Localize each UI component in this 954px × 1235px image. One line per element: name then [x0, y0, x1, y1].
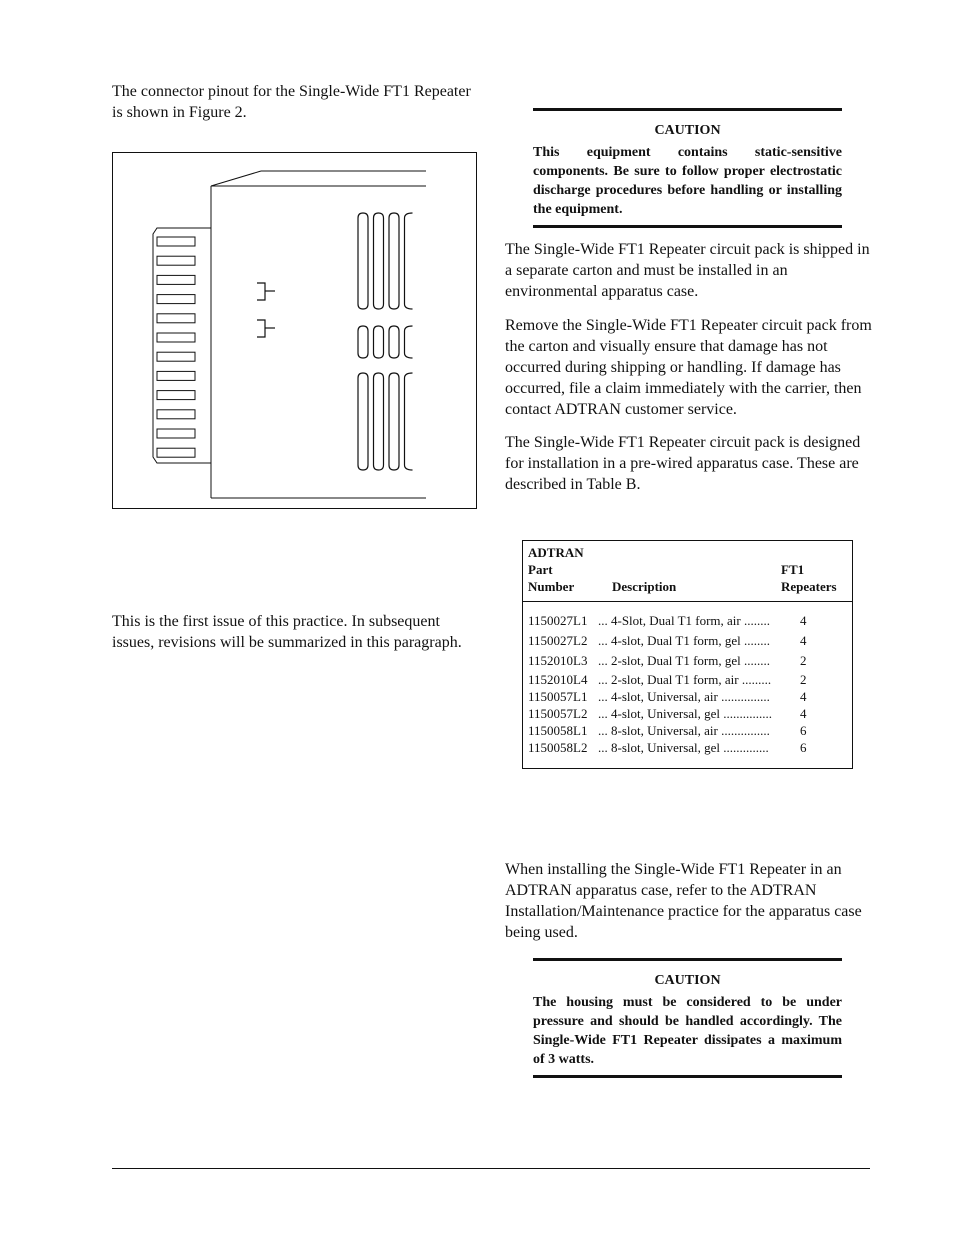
part-number-cell: 1150057L2 [528, 706, 588, 721]
table-row [528, 671, 807, 688]
part-number-cell: 1150058L2 [528, 740, 588, 755]
caution-text: The housing must be considered to be under pressure and should be handled accordingly. The Single-Wide FT1 Repeater dissipates a maximum of 3 watts. [533, 995, 842, 1067]
caution-text: This equipment contains static-sensitive components. Be sure to follow proper electrostatic discharge procedures before handling or installing the equipment. [533, 145, 842, 217]
vent-slot [374, 213, 384, 309]
repeaters-cell: 6 [800, 740, 807, 755]
vent-slot [405, 326, 413, 358]
revision-paragraph: This is the first issue of this practice. In subsequent issues, revisions will be summarized in this paragraph. [112, 613, 462, 651]
connector-finger [157, 371, 195, 380]
part-number-cell: 1152010L3 [528, 653, 588, 668]
caution-title: CAUTION [654, 973, 721, 988]
vent-slot [405, 213, 413, 309]
description-cell: ... 2-slot, Dual T1 form, air ......... [598, 672, 772, 687]
part-number-cell: 1150027L1 [528, 613, 588, 628]
header-part-line1: ADTRAN [528, 545, 584, 560]
table-row [528, 705, 807, 722]
caution-title: CAUTION [654, 123, 721, 138]
intro-paragraph: The connector pinout for the Single-Wide FT1 Repeater is shown in Figure 2. [112, 83, 471, 121]
circuit-pack-figure [112, 152, 477, 509]
description-cell: ... 4-slot, Universal, air ............... [598, 689, 770, 704]
description-cell: ... 4-slot, Universal, gel ............... [598, 706, 773, 721]
table-row [528, 632, 807, 649]
inspection-paragraph: Remove the Single-Wide FT1 Repeater circuit pack from the carton and visually ensure that damage has not occurred during shipping or handling. If damage has occurred, file a claim immediately with the carrier, then contact ADTRAN customer service. [505, 317, 872, 418]
repeaters-cell: 6 [800, 723, 807, 738]
vent-slot [389, 213, 399, 309]
table-row [528, 652, 807, 669]
vent-slot [374, 326, 384, 358]
vent-slot [358, 373, 368, 470]
header-description: Description [612, 579, 677, 594]
repeaters-cell: 4 [800, 689, 807, 704]
header-repeaters-line1: FT1 [781, 562, 805, 577]
part-number-cell: 1150058L1 [528, 723, 588, 738]
part-number-cell: 1150057L1 [528, 689, 588, 704]
vent-slot [405, 373, 413, 470]
vent-slot [358, 326, 368, 358]
table-row [528, 688, 807, 705]
connector-finger [157, 295, 195, 304]
caution-box-pressure [533, 958, 842, 1078]
table-header [523, 541, 852, 602]
circuit-pack-drawing [113, 153, 478, 510]
caution-box-static [533, 108, 842, 228]
vent-slot [389, 326, 399, 358]
table-row [528, 722, 807, 739]
table-row [528, 739, 807, 756]
header-part-line2: Part [528, 562, 553, 577]
connector-finger [157, 448, 195, 457]
repeaters-cell: 4 [800, 706, 807, 721]
connector-finger [157, 275, 195, 284]
header-part-line3: Number [528, 579, 575, 594]
apparatus-case-table [522, 540, 853, 769]
apparatus-case-paragraph: When installing the Single-Wide FT1 Repeater in an ADTRAN apparatus case, refer to the ADTRAN Installation/Maintenance practice for the apparatus case being used. [505, 861, 862, 941]
connector-finger [157, 237, 195, 246]
connector-finger [157, 256, 195, 265]
part-number-cell: 1150027L2 [528, 633, 588, 648]
description-cell: ... 8-slot, Universal, air ............... [598, 723, 770, 738]
connector-finger [157, 314, 195, 323]
repeaters-cell: 4 [800, 633, 807, 648]
description-cell: ... 4-Slot, Dual T1 form, air ........ [598, 613, 770, 628]
connector-finger [157, 410, 195, 419]
connector-finger [157, 352, 195, 361]
connector-finger [157, 429, 195, 438]
connector-finger [157, 333, 195, 342]
vent-slot [374, 373, 384, 470]
footer-rule [112, 1168, 870, 1169]
vent-slot [389, 373, 399, 470]
header-repeaters-line2: Repeaters [781, 579, 837, 594]
description-cell: ... 8-slot, Universal, gel .............. [598, 740, 769, 755]
part-number-cell: 1152010L4 [528, 672, 588, 687]
description-cell: ... 4-slot, Dual T1 form, gel ........ [598, 633, 770, 648]
shipping-paragraph: The Single-Wide FT1 Repeater circuit pack is shipped in a separate carton and must be installed in an environmental apparatus case. [505, 241, 870, 300]
repeaters-cell: 2 [800, 672, 807, 687]
installation-paragraph: The Single-Wide FT1 Repeater circuit pack is designed for installation in a pre-wired apparatus case. These are described in Table B. [505, 434, 861, 493]
repeaters-cell: 4 [800, 613, 807, 628]
repeaters-cell: 2 [800, 653, 807, 668]
description-cell: ... 2-slot, Dual T1 form, gel ........ [598, 653, 770, 668]
table-row [528, 612, 807, 629]
connector-finger [157, 391, 195, 400]
vent-slot [358, 213, 368, 309]
